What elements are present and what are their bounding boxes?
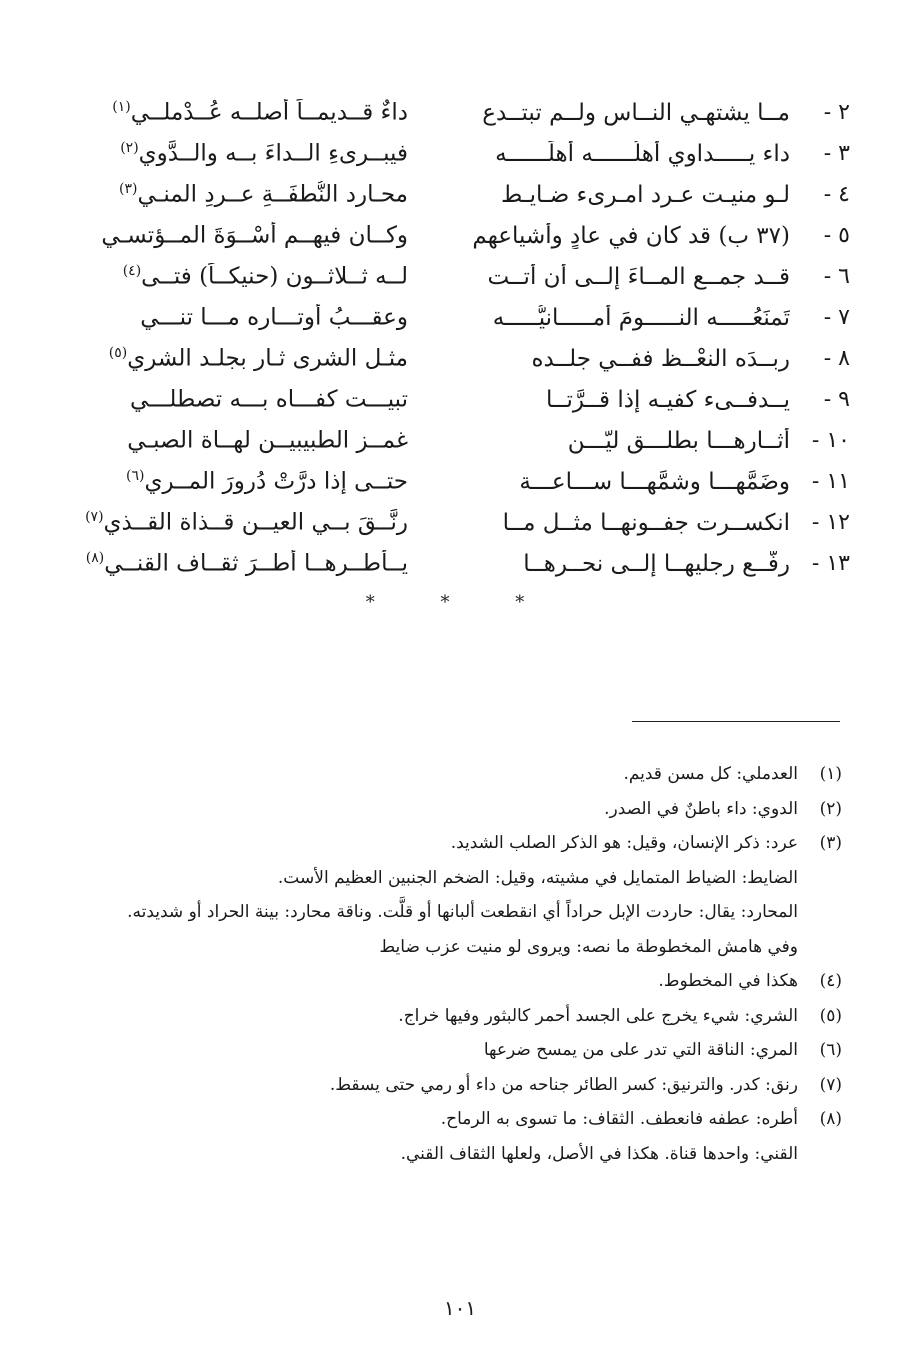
verse-line <box>80 420 850 461</box>
verse-number: ٤ - <box>823 182 850 207</box>
footnote <box>90 1102 842 1137</box>
verse-first-hemistich: قــد جمــع المــاءَ إلــى أن أتــت <box>487 263 790 290</box>
verse-second-hemistich: حتــى إذا درَّتْ دُرورَ المــري$^{(٦)}$ <box>126 468 408 495</box>
verse-first-hemistich: (٣٧ ب) قد كان في عادٍ وأشياعهم <box>472 222 790 249</box>
footnote-ref: (٧) <box>85 509 104 526</box>
verse-line <box>80 174 850 215</box>
footnote <box>90 999 842 1034</box>
verse-first-hemistich: رفَّــع رجليهــا إلــى نحــرهــا <box>523 550 790 577</box>
footnote-number: (١) <box>819 764 842 784</box>
verse-line <box>80 133 850 174</box>
verse-number: ٦ - <box>823 264 850 289</box>
section-separator: * * * <box>365 592 555 613</box>
verse-line <box>80 543 850 584</box>
footnote <box>90 964 842 999</box>
verse-number: ٥ - <box>823 223 850 248</box>
page-number: ١٠١ <box>443 1296 477 1320</box>
footnote-number: (٦) <box>819 1040 842 1060</box>
verse-second-hemistich: غمــز الطبيبيــن لهــاة الصبـي <box>127 427 408 454</box>
footnote-ref: (٦) <box>126 468 145 485</box>
verse-line <box>80 215 850 256</box>
verse-first-hemistich: تَمنَعُـــــه النـــــومَ أمـــــانيُّـــــه <box>492 304 790 331</box>
verse-line <box>80 297 850 338</box>
verse-number: ٨ - <box>823 346 850 371</box>
footnote <box>90 1033 842 1068</box>
verse-first-hemistich: لـو منيـت عـرد امـرىء ضـايـط <box>501 181 790 208</box>
footnote-text: الدوي: داء باطنٌ في الصدر. <box>604 798 798 819</box>
footnote-text: الضايط: الضياط المتمايل في مشيته، وقيل: الضخم الجنبين العظيم الأست. <box>277 867 798 888</box>
verse-first-hemistich: داء يـــــداوي أهلُــــــه أهلَــــــه <box>495 140 790 167</box>
verse-second-hemistich: فيبــرىءِ الــداءَ بــه والــدَّوي$^{(٢)}$ <box>120 140 408 167</box>
footnote-text: الشري: شيء يخرج على الجسد أحمر كالبثور وفيها خراج. <box>398 1005 798 1026</box>
verse-number: ٩ - <box>823 387 850 412</box>
footnote-continuation <box>90 895 842 930</box>
footnote-number: (٥) <box>819 1005 842 1026</box>
footnote-ref: (٢) <box>120 140 139 157</box>
footnote-text: رنق: كدر. والترنيق: كسر الطائر جناحه من داء أو رمي حتى يسقط. <box>329 1074 798 1095</box>
verse-line <box>80 338 850 379</box>
footnotes <box>90 757 842 1171</box>
verse-number: ١٣ - <box>811 551 850 576</box>
verse-first-hemistich: مــا يشتهـي النــاس ولــم تبتــدعِ <box>482 99 790 126</box>
footnote-text: القني: واحدها قناة. هكذا في الأصل، ولعلها الثقاف القني. <box>400 1143 798 1164</box>
footnote-text: المري: الناقة التي تدر على من يمسح ضرعها <box>483 1040 798 1060</box>
poem-verses <box>80 92 850 584</box>
verse-first-hemistich: وضَمَّهـــا وشمَّهـــا ســـاعـــة <box>519 468 790 495</box>
verse-second-hemistich: مثـل الشرى ثـار بجلـد الشري$^{(٥)}$ <box>108 345 408 372</box>
footnote-continuation <box>90 1137 842 1172</box>
footnote-text: أطره: عطفه فانعطف. الثقاف: ما تسوى به الرماح. <box>440 1109 798 1129</box>
verse-number: ١١ - <box>811 469 850 494</box>
verse-number: ٢ - <box>823 100 850 125</box>
verse-second-hemistich: وكــان فيهــم أسْــوَةَ المــؤتسـي <box>101 222 408 249</box>
verse-line <box>80 379 850 420</box>
footnote-text: هكذا في المخطوط. <box>658 971 798 991</box>
footnote-number: (٢) <box>819 798 842 819</box>
footnote <box>90 792 842 827</box>
footnote <box>90 826 842 861</box>
verse-number: ١٢ - <box>811 510 850 535</box>
footnote-continuation <box>90 930 842 965</box>
verse-line <box>80 502 850 543</box>
verse-line <box>80 256 850 297</box>
footnote <box>90 1068 842 1103</box>
footnote-number: (٣) <box>819 833 842 853</box>
footnote-number: (٤) <box>819 971 842 991</box>
footnote-ref: (١) <box>112 99 131 116</box>
footnote-number: (٨) <box>819 1109 842 1129</box>
footnote-ref: (٣) <box>119 181 138 198</box>
verse-first-hemistich: ربــدَه النعْــظ ففــي جلــده <box>531 345 790 372</box>
footnote-ref: (٤) <box>122 263 142 280</box>
footnote <box>90 757 842 792</box>
verse-number: ٣ - <box>823 141 850 166</box>
verse-second-hemistich: يــأطــرهــا أطــرَ ثقــاف القنــي$^{(٨)}$ <box>85 550 408 577</box>
footnote-continuation <box>90 861 842 896</box>
verse-line <box>80 92 850 133</box>
verse-second-hemistich: تبيـــت كفـــاه بـــه تصطلـــي <box>129 386 408 413</box>
verse-number: ٧ - <box>823 305 850 330</box>
verse-first-hemistich: أثــارهـــا بطلـــق ليّـــن <box>567 427 790 454</box>
verse-first-hemistich: يــدفــىء كفيـه إذا قــرَّتــا <box>545 386 790 413</box>
verse-number: ١٠ - <box>811 428 850 453</box>
footnote-text: العدملي: كل مسن قديم. <box>623 764 798 784</box>
footnote-text: عرد: ذكر الإنسان، وقيل: هو الذكر الصلب الشديد. <box>450 833 798 853</box>
verse-first-hemistich: انكســرت جفــونهــا مثــل مــا <box>502 509 790 536</box>
verse-second-hemistich: رنَّــقَ بــي العيــن قــذاة القــذي$^{(٧)}$ <box>85 509 408 536</box>
verse-line <box>80 461 850 502</box>
footnote-text: المحارد: يقال: حاردت الإبل حراداً أي انقطعت ألبانها أو قلَّت. وناقة محارد: بينة الحراد أو شديدته. <box>127 902 798 922</box>
footnote-ref: (٨) <box>85 550 105 567</box>
footnote-number: (٧) <box>819 1074 842 1095</box>
verse-second-hemistich: داءٌ قــديمــاً أصلــه عُــدْملــي$^{(١)}$ <box>112 99 408 126</box>
footnote-text: وفي هامش المخطوطة ما نصه: ويروى لو منيت عزب ضايط <box>379 936 798 957</box>
footnote-divider <box>632 721 840 722</box>
verse-second-hemistich: محـارد النُّطفَــةِ عــردِ المنـي$^{(٣)}$ <box>119 181 408 208</box>
verse-second-hemistich: وعقـــبُ أوتـــاره مـــا تنـــي <box>140 304 408 331</box>
footnote-ref: (٥) <box>108 345 128 362</box>
verse-second-hemistich: لــه ثــلاثــون (حنيكــاً) فتــى$^{(٤)}$ <box>122 263 408 290</box>
